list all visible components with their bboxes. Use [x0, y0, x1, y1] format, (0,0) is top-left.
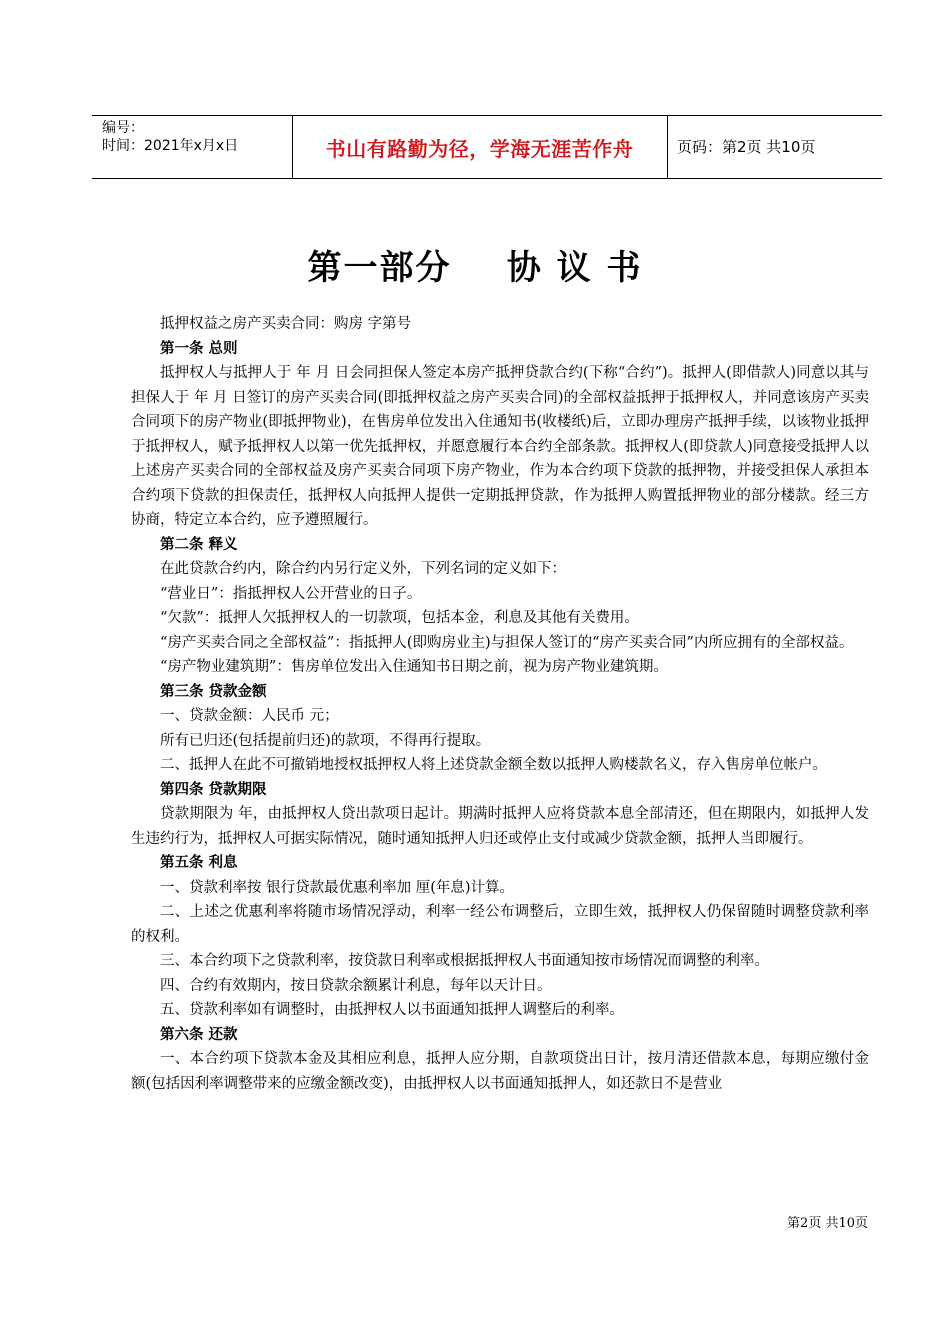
header-page-number: 页码：第2页 共10页 — [677, 138, 816, 156]
paragraph: 抵押权益之房产买卖合同：购房 字第号 — [160, 316, 412, 332]
footer-page-number: 第2页 共10页 — [787, 1216, 868, 1231]
paragraph: “营业日”：指抵押权人公开营业的日子。 — [160, 585, 422, 602]
paragraph: 贷款期限为 年，由抵押权人贷出款项日起计。期满时抵押人应将贷款本息全部清还，但在期限内，如抵押人发生违约行为，抵押权人可据实际情况，随时通知抵押人归还或停止支付或减少贷款金额，抵押人当即履行。 — [131, 806, 869, 847]
paragraph: 所有已归还(包括提前归还)的款项，不得再行提取。 — [160, 732, 491, 749]
paragraph: “欠款”：抵押人欠抵押权人的一切款项，包括本金，利息及其他有关费用。 — [160, 610, 639, 626]
paragraph: 二、抵押人在此不可撤销地授权抵押权人将上述贷款金额全数以抵押人购楼款名义，存入售房单位帐户。 — [160, 757, 827, 773]
document-header — [92, 115, 882, 179]
paragraph: 抵押权人与抵押人于 年 月 日会同担保人签定本房产抵押贷款合约(下称“合约”)。抵押人(即借款人)同意以其与担保人于 年 月 日签订的房产买卖合同(即抵押权益之房产买卖合同)的全部权益抵押于抵押权人，并同意该房产买卖合同项下的房产物业(即抵押物业)，在售房单位发出入住通知书(收楼纸)后，立即办理房产抵押手续，以该物业抵押于抵押权人，赋予抵押权人以第一优先抵押权，并愿意履行本合约全部条款。抵押权人(即贷款人)同意接受抵押人以上述房产买卖合同的全部权益及房产买卖合同项下房产物业，作为本合约项下贷款的抵押物，并接受担保人承担本合约项下贷款的担保责任，抵押权人向抵押人提供一定期抵押贷款，作为抵押人购置抵押物业的部分楼款。经三方协商，特定立本合约，应予遵照履行。 — [131, 365, 869, 528]
article-heading: 第三条 贷款金额 — [160, 683, 267, 700]
paragraph: 在此贷款合约内，除合约内另行定义外，下列名词的定义如下： — [160, 561, 566, 577]
paragraph: “房产买卖合同之全部权益”：指抵押人(即购房业主)与担保人签订的“房产买卖合同”内所应拥有的全部权益。 — [160, 634, 854, 651]
page-title: 第一部分 协 议 书 — [307, 248, 643, 288]
paragraph: “房产物业建筑期”：售房单位发出入住通知书日期之前，视为房产物业建筑期。 — [160, 659, 668, 675]
article-heading: 第一条 总则 — [160, 340, 238, 357]
paragraph: 四、合约有效期内，按日贷款余额累计利息，每年以天计日。 — [160, 977, 552, 994]
article-heading: 第四条 贷款期限 — [160, 781, 267, 798]
header-meta — [102, 119, 238, 155]
article-heading: 第二条 释义 — [160, 536, 238, 553]
date-label: 时间：2021年x月x日 — [102, 138, 239, 154]
document-body — [131, 312, 869, 1096]
number-label: 编号： — [102, 120, 144, 136]
paragraph: 一、贷款金额：人民币 元； — [160, 708, 339, 724]
article-heading: 第五条 利息 — [160, 855, 238, 871]
paragraph: 一、本合约项下贷款本金及其相应利息，抵押人应分期，自款项贷出日计，按月清还借款本息，每期应缴付金额(包括因利率调整带来的应缴金额改变)，由抵押权人以书面通知抵押人，如还款日不是营业 — [131, 1051, 869, 1092]
header-motto: 书山有路勤为径，学海无涯苦作舟 — [325, 137, 634, 161]
paragraph: 一、贷款利率按 银行贷款最优惠利率加 厘(年息)计算。 — [160, 879, 515, 896]
paragraph: 二、上述之优惠利率将随市场情况浮动，利率一经公布调整后，立即生效，抵押权人仍保留随时调整贷款利率的权利。 — [131, 904, 869, 945]
paragraph: 三、本合约项下之贷款利率，按贷款日利率或根据抵押权人书面通知按市场情况而调整的利率。 — [160, 953, 769, 969]
article-heading: 第六条 还款 — [160, 1026, 238, 1043]
paragraph: 五、贷款利率如有调整时，由抵押权人以书面通知抵押人调整后的利率。 — [160, 1002, 624, 1018]
header-divider — [667, 116, 668, 178]
